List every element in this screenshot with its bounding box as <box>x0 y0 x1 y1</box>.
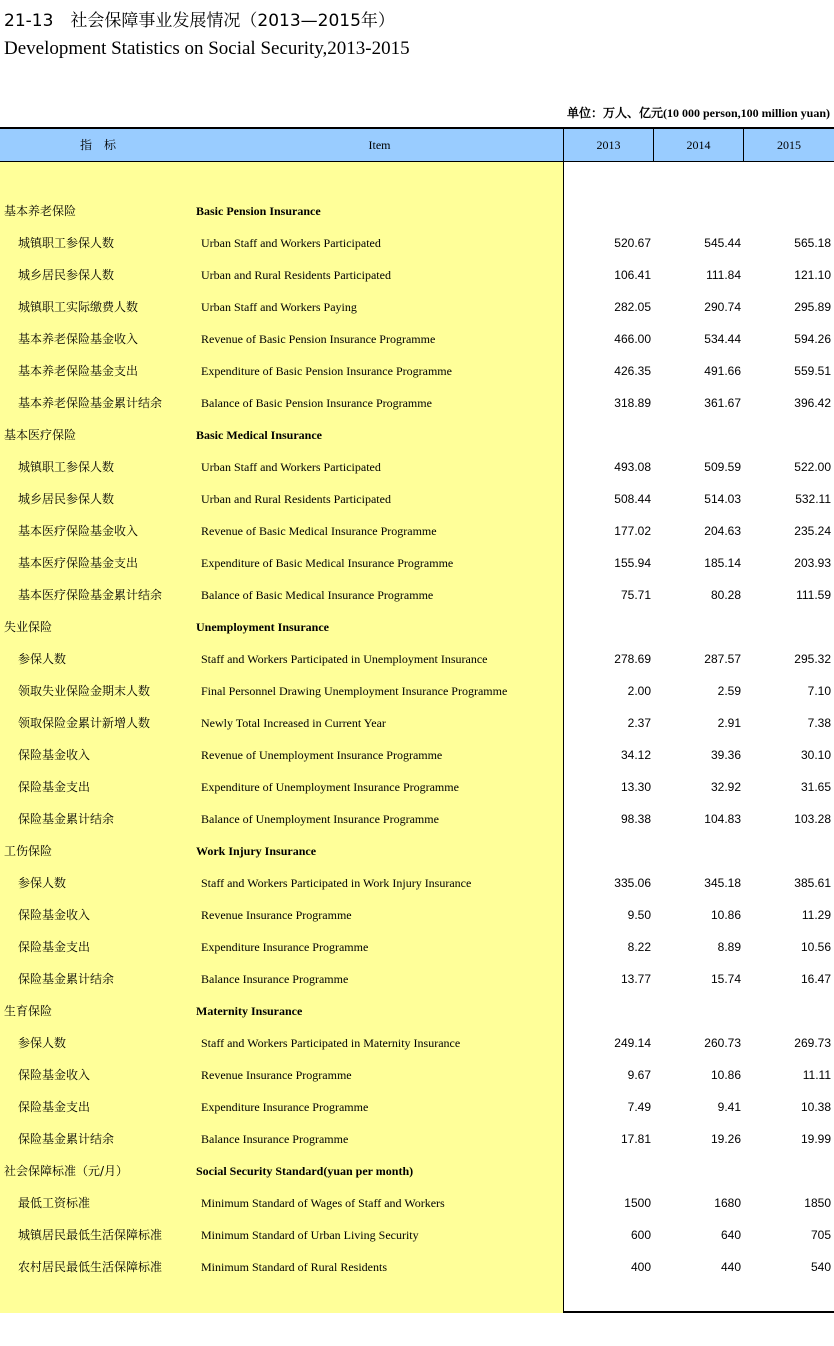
indicator-english: Urban and Rural Residents Participated <box>201 492 391 506</box>
value-cell-2014: 361.67 <box>704 396 741 410</box>
indicator-chinese: 基本养老保险基金支出 <box>18 364 139 378</box>
indicator-english: Basic Medical Insurance <box>196 428 322 442</box>
indicator-chinese: 城乡居民参保人数 <box>18 268 115 282</box>
indicator-english: Maternity Insurance <box>196 1004 303 1018</box>
table-row <box>0 643 834 675</box>
value-cell-2014: 9.41 <box>717 1100 741 1114</box>
indicator-chinese: 基本医疗保险基金累计结余 <box>18 588 163 602</box>
value-cell-2015: 11.29 <box>801 908 831 922</box>
value-cell-2013: 155.94 <box>614 556 651 570</box>
value-cell-2014: 260.73 <box>704 1036 741 1050</box>
value-cell-2013: 318.89 <box>614 396 651 410</box>
indicator-chinese: 保险基金收入 <box>18 908 91 922</box>
header-indicator: 指 标 <box>79 138 116 152</box>
value-cell-2013: 508.44 <box>614 492 651 506</box>
table-row <box>0 1091 834 1123</box>
value-cell-2013: 177.02 <box>614 524 651 538</box>
page-title-english: Development Statistics on Social Security,2013-2015 <box>4 38 410 59</box>
value-cell-2013: 7.49 <box>627 1100 651 1114</box>
indicator-english: Expenditure Insurance Programme <box>201 1100 369 1114</box>
indicator-chinese: 农村居民最低生活保障标准 <box>18 1260 163 1274</box>
table-row <box>0 1187 834 1219</box>
value-cell-2014: 640 <box>720 1228 741 1242</box>
indicator-english: Staff and Workers Participated in Maternity Insurance <box>201 1036 461 1050</box>
indicator-chinese: 基本养老保险基金收入 <box>18 332 139 346</box>
value-cell-2015: 16.47 <box>800 972 831 986</box>
indicator-english: Balance of Basic Pension Insurance Programme <box>201 396 432 410</box>
value-cell-2014: 10.86 <box>710 908 741 922</box>
value-cell-2014: 440 <box>720 1260 741 1274</box>
indicator-chinese: 生育保险 <box>4 1004 53 1018</box>
indicator-chinese: 保险基金支出 <box>18 1100 91 1114</box>
value-cell-2013: 13.30 <box>620 780 651 794</box>
value-cell-2015: 10.38 <box>800 1100 831 1114</box>
value-cell-2014: 204.63 <box>704 524 741 538</box>
indicator-chinese: 基本养老保险基金累计结余 <box>18 396 163 410</box>
value-cell-2014: 491.66 <box>704 364 741 378</box>
indicator-english: Expenditure of Basic Pension Insurance Programme <box>201 364 452 378</box>
indicator-chinese: 失业保险 <box>4 620 53 634</box>
value-cell-2013: 493.08 <box>614 460 651 474</box>
indicator-english: Balance Insurance Programme <box>201 1132 349 1146</box>
value-cell-2013: 600 <box>630 1228 651 1242</box>
table-row <box>0 739 834 771</box>
table-row <box>0 547 834 579</box>
indicator-english: Expenditure of Basic Medical Insurance Programme <box>201 556 454 570</box>
category-row <box>0 835 834 867</box>
table-row <box>0 1219 834 1251</box>
table-row <box>0 387 834 419</box>
table-header <box>0 129 834 162</box>
indicator-chinese: 基本医疗保险基金支出 <box>18 556 139 570</box>
value-cell-2015: 565.18 <box>794 236 831 250</box>
value-cell-2015: 269.73 <box>794 1036 831 1050</box>
indicator-english: Minimum Standard of Urban Living Security <box>201 1228 419 1242</box>
indicator-chinese: 参保人数 <box>18 652 67 666</box>
indicator-chinese: 基本医疗保险基金收入 <box>18 524 139 538</box>
indicator-chinese: 保险基金累计结余 <box>18 1132 115 1146</box>
indicator-chinese: 保险基金支出 <box>18 780 91 794</box>
indicator-english: Social Security Standard(yuan per month) <box>196 1164 414 1178</box>
category-row <box>0 611 834 643</box>
indicator-english: Revenue of Basic Medical Insurance Programme <box>201 524 437 538</box>
value-cell-2015: 1850 <box>804 1196 831 1210</box>
indicator-chinese: 领取保险金累计新增人数 <box>18 716 151 730</box>
value-cell-2015: 11.11 <box>802 1068 831 1082</box>
indicator-english: Unemployment Insurance <box>196 620 330 634</box>
value-cell-2015: 385.61 <box>794 876 831 890</box>
value-cell-2015: 396.42 <box>794 396 831 410</box>
table-row <box>0 675 834 707</box>
table-row <box>0 259 834 291</box>
value-cell-2013: 106.41 <box>614 268 651 282</box>
table-row <box>0 963 834 995</box>
indicator-chinese: 城镇居民最低生活保障标准 <box>18 1228 163 1242</box>
category-row <box>0 195 834 227</box>
category-row <box>0 995 834 1027</box>
value-cell-2014: 15.74 <box>710 972 741 986</box>
value-cell-2013: 466.00 <box>614 332 651 346</box>
indicator-english: Expenditure of Unemployment Insurance Programme <box>201 780 459 794</box>
indicator-chinese: 保险基金收入 <box>18 1068 91 1082</box>
statistics-table <box>0 127 834 1313</box>
value-cell-2015: 30.10 <box>800 748 831 762</box>
table-row <box>0 1027 834 1059</box>
value-cell-2013: 426.35 <box>614 364 651 378</box>
value-cell-2014: 1680 <box>714 1196 741 1210</box>
table-row <box>0 867 834 899</box>
indicator-english: Revenue of Basic Pension Insurance Programme <box>201 332 436 346</box>
table-row <box>0 451 834 483</box>
value-cell-2015: 594.26 <box>794 332 831 346</box>
value-cell-2015: 235.24 <box>794 524 831 538</box>
indicator-english: Urban and Rural Residents Participated <box>201 268 391 282</box>
value-cell-2014: 10.86 <box>710 1068 741 1082</box>
indicator-chinese: 城镇职工实际缴费人数 <box>18 300 139 314</box>
indicator-chinese: 保险基金支出 <box>18 940 91 954</box>
header-item: Item <box>368 138 391 152</box>
value-cell-2014: 345.18 <box>704 876 741 890</box>
value-cell-2013: 2.37 <box>627 716 651 730</box>
indicator-chinese: 保险基金累计结余 <box>18 812 115 826</box>
value-cell-2013: 9.50 <box>627 908 651 922</box>
category-row <box>0 1155 834 1187</box>
indicator-english: Revenue Insurance Programme <box>201 1068 352 1082</box>
value-cell-2015: 203.93 <box>794 556 831 570</box>
value-cell-2014: 287.57 <box>704 652 741 666</box>
indicator-chinese: 城镇职工参保人数 <box>18 236 115 250</box>
indicator-english: Minimum Standard of Wages of Staff and Workers <box>201 1196 445 1210</box>
value-cell-2014: 104.83 <box>704 812 741 826</box>
table-row <box>0 483 834 515</box>
value-cell-2014: 290.74 <box>704 300 741 314</box>
value-cell-2014: 19.26 <box>710 1132 741 1146</box>
value-cell-2015: 295.32 <box>794 652 831 666</box>
value-cell-2014: 514.03 <box>704 492 741 506</box>
value-cell-2015: 705 <box>810 1228 831 1242</box>
indicator-chinese: 参保人数 <box>18 876 67 890</box>
indicator-chinese: 社会保障标准（元/月） <box>4 1164 129 1178</box>
value-cell-2013: 8.22 <box>627 940 651 954</box>
indicator-english: Revenue Insurance Programme <box>201 908 352 922</box>
value-cell-2014: 534.44 <box>704 332 741 346</box>
header-year-2013: 2013 <box>596 138 621 152</box>
value-cell-2015: 522.00 <box>794 460 831 474</box>
table-row <box>0 803 834 835</box>
value-cell-2014: 32.92 <box>710 780 741 794</box>
table-row <box>0 323 834 355</box>
value-cell-2013: 400 <box>630 1260 651 1274</box>
value-cell-2014: 509.59 <box>704 460 741 474</box>
indicator-english: Work Injury Insurance <box>196 844 317 858</box>
value-cell-2013: 282.05 <box>614 300 651 314</box>
value-cell-2014: 185.14 <box>704 556 741 570</box>
indicator-chinese: 工伤保险 <box>4 844 53 858</box>
indicator-chinese: 城镇职工参保人数 <box>18 460 115 474</box>
indicator-english: Revenue of Unemployment Insurance Programme <box>201 748 443 762</box>
indicator-chinese: 参保人数 <box>18 1036 67 1050</box>
value-cell-2015: 532.11 <box>795 492 831 506</box>
table-row <box>0 931 834 963</box>
table-row <box>0 1059 834 1091</box>
indicator-english: Balance of Basic Medical Insurance Programme <box>201 588 434 602</box>
value-cell-2013: 98.38 <box>620 812 651 826</box>
indicator-english: Expenditure Insurance Programme <box>201 940 369 954</box>
unit-note: 单位：万人、亿元(10 000 person,100 million yuan) <box>566 106 830 120</box>
value-cell-2013: 2.00 <box>627 684 651 698</box>
page-title-chinese: 21-13 社会保障事业发展情况（2013—2015年） <box>4 11 395 31</box>
value-cell-2015: 111.59 <box>796 588 831 602</box>
indicator-english: Minimum Standard of Rural Residents <box>201 1260 387 1274</box>
table-row <box>0 227 834 259</box>
value-cell-2015: 31.65 <box>800 780 831 794</box>
table-row <box>0 707 834 739</box>
table-row <box>0 771 834 803</box>
value-cell-2014: 2.59 <box>717 684 741 698</box>
indicator-english: Final Personnel Drawing Unemployment Insurance Programme <box>201 684 508 698</box>
value-cell-2015: 103.28 <box>794 812 831 826</box>
value-cell-2015: 10.56 <box>800 940 831 954</box>
value-cell-2015: 559.51 <box>794 364 831 378</box>
value-cell-2013: 249.14 <box>614 1036 651 1050</box>
value-cell-2014: 111.84 <box>706 268 741 282</box>
table-row <box>0 515 834 547</box>
value-cell-2014: 39.36 <box>710 748 741 762</box>
value-cell-2013: 9.67 <box>627 1068 651 1082</box>
indicator-english: Newly Total Increased in Current Year <box>201 716 386 730</box>
table-row <box>0 291 834 323</box>
indicator-english: Urban Staff and Workers Paying <box>201 300 357 314</box>
value-cell-2015: 540 <box>810 1260 831 1274</box>
indicator-chinese: 保险基金累计结余 <box>18 972 115 986</box>
indicator-chinese: 城乡居民参保人数 <box>18 492 115 506</box>
value-cell-2015: 7.10 <box>807 684 831 698</box>
table-row <box>0 1123 834 1155</box>
table-row <box>0 355 834 387</box>
value-cell-2015: 7.38 <box>807 716 831 730</box>
indicator-english: Balance of Unemployment Insurance Programme <box>201 812 439 826</box>
indicator-english: Urban Staff and Workers Participated <box>201 236 381 250</box>
value-cell-2015: 19.99 <box>800 1132 831 1146</box>
value-cell-2014: 80.28 <box>710 588 741 602</box>
value-cell-2014: 2.91 <box>717 716 741 730</box>
indicator-english: Basic Pension Insurance <box>196 204 321 218</box>
indicator-chinese: 基本医疗保险 <box>4 428 77 442</box>
indicator-chinese: 保险基金收入 <box>18 748 91 762</box>
value-cell-2013: 13.77 <box>620 972 651 986</box>
table-row <box>0 1251 834 1283</box>
indicator-english: Staff and Workers Participated in Unemployment Insurance <box>201 652 488 666</box>
value-cell-2015: 121.10 <box>794 268 831 282</box>
value-cell-2014: 545.44 <box>704 236 741 250</box>
value-cell-2013: 75.71 <box>620 588 651 602</box>
indicator-chinese: 领取失业保险金期末人数 <box>18 684 151 698</box>
header-year-2015: 2015 <box>777 138 801 152</box>
indicator-chinese: 最低工资标准 <box>18 1196 91 1210</box>
indicator-english: Urban Staff and Workers Participated <box>201 460 381 474</box>
value-cell-2013: 1500 <box>624 1196 651 1210</box>
table-row <box>0 899 834 931</box>
value-cell-2015: 295.89 <box>794 300 831 314</box>
header-year-2014: 2014 <box>686 138 711 152</box>
value-cell-2013: 520.67 <box>614 236 651 250</box>
value-cell-2013: 17.81 <box>620 1132 651 1146</box>
category-row <box>0 419 834 451</box>
value-cell-2013: 278.69 <box>614 652 651 666</box>
indicator-chinese: 基本养老保险 <box>4 204 77 218</box>
indicator-english: Staff and Workers Participated in Work Injury Insurance <box>201 876 472 890</box>
table-row <box>0 579 834 611</box>
value-cell-2013: 335.06 <box>614 876 651 890</box>
value-cell-2014: 8.89 <box>717 940 741 954</box>
indicator-english: Balance Insurance Programme <box>201 972 349 986</box>
value-cell-2013: 34.12 <box>620 748 651 762</box>
